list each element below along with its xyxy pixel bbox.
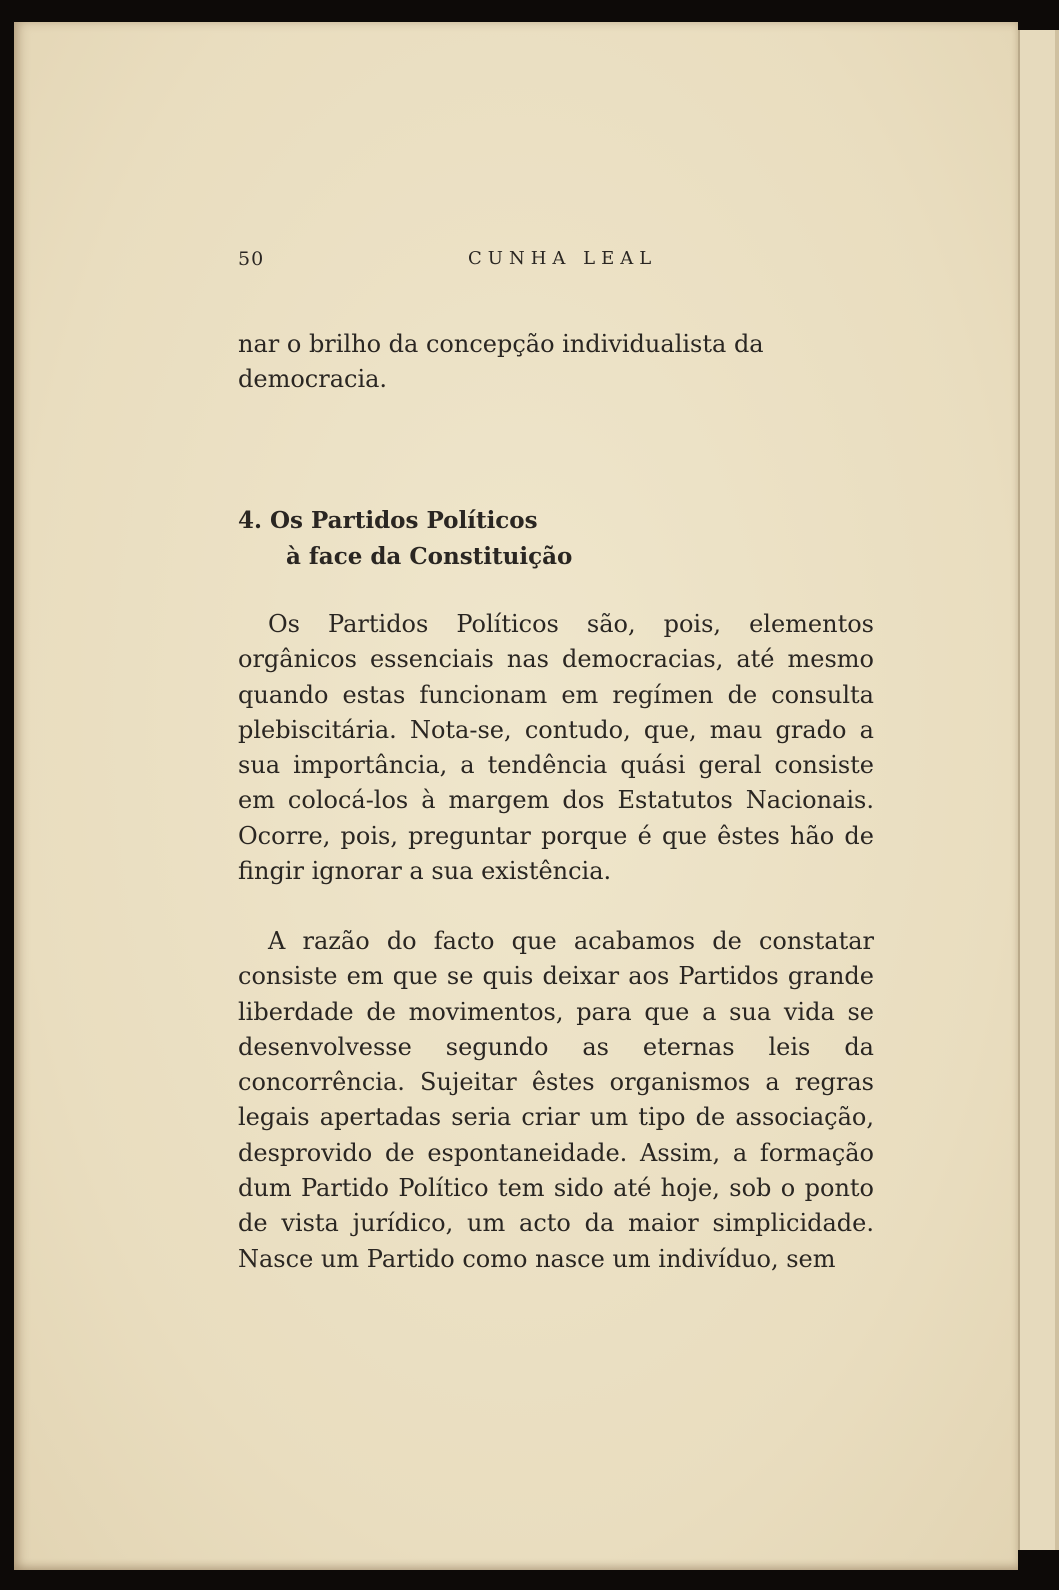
section-heading-line-2: à face da Constituição [286, 543, 573, 570]
page-edge-shadow [1055, 30, 1059, 1550]
paragraph: A razão do facto que acabamos de constatar consiste em que se quis deixar aos Partidos grande liberdade de movimentos, para que a sua vida se desenvolvesse segundo as eternas leis da concorrência. Sujeitar êstes organismos a regras legais apertadas seria criar um tipo de associação, desprovido de espontaneidade. Assim, a formação dum Partido Político tem sido até hoje, sob o ponto de vista jurídico, um acto da maior simplicidade. Nasce um Partido como nasce um indivíduo, sem [238, 927, 874, 1273]
running-head: CUNHA LEAL [468, 248, 658, 269]
paragraph-continuation: nar o brilho da concepção individualista da democracia. [238, 330, 764, 394]
adjacent-page-edge [1018, 30, 1059, 1550]
section-heading-line-1: 4. Os Partidos Políticos [238, 507, 538, 534]
section-heading [238, 503, 572, 575]
page-number: 50 [238, 248, 265, 270]
paragraph: Os Partidos Políticos são, pois, elementos orgânicos essenciais nas democracias, até mesmo quando estas funcionam em regímen de consulta plebiscitária. Nota-se, contudo, que, mau grado a sua importância, a tendência quási geral consiste em colocá-los à margem dos Estatutos Nacionais. Ocorre, pois, preguntar porque é que êstes hão de fingir ignorar a sua existência. [238, 610, 874, 886]
